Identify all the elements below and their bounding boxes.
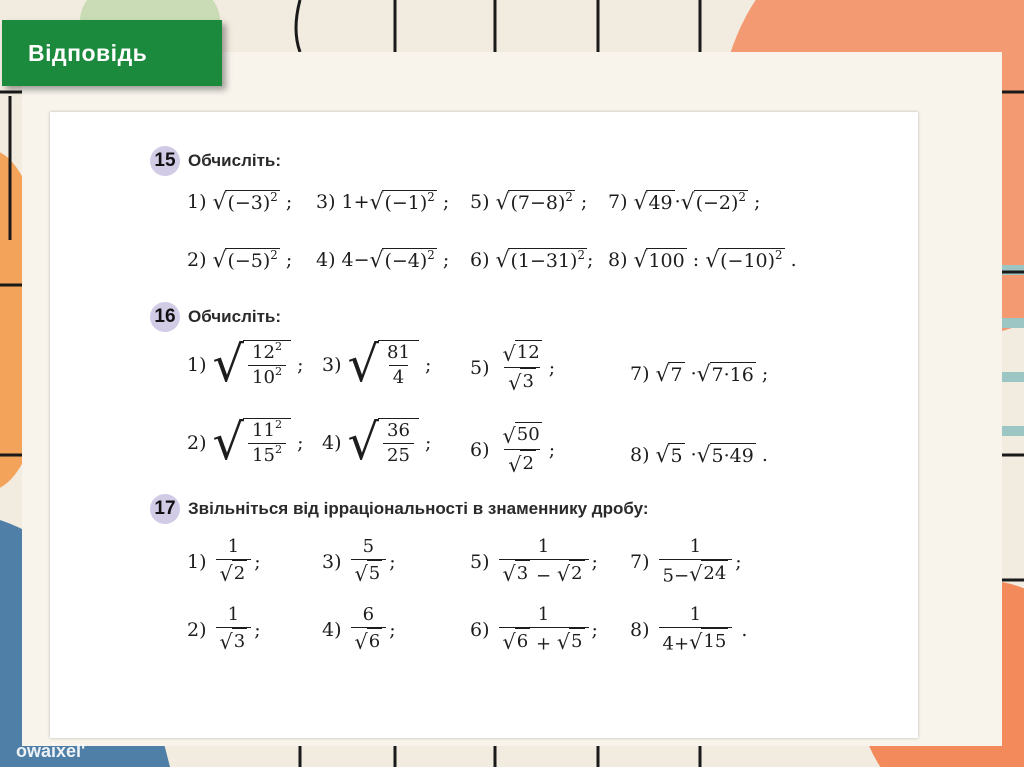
ex17-item-3: 3) 5 √ 5 ; (322, 536, 396, 587)
exercise-17-header (150, 494, 649, 524)
ex15-item-1: 1) √ $(-3)^2$ ; (187, 189, 293, 216)
ex15-item-6: 6) √ $(1-31)^2$ ; (470, 247, 594, 274)
answer-button[interactable]: Відповідь (2, 20, 222, 86)
ex16-item-4: 4) √ $\frac{36}{25}$ ; (322, 413, 432, 471)
brand-watermark: owaixel' (16, 741, 86, 761)
ex16-item-8: 8) √ 5 · √ 5·49 . (630, 443, 768, 469)
ex17-item-6: 6) 1 √ 6 + √ 5 ; (470, 604, 598, 655)
exercise-number-badge: 15 (150, 146, 180, 176)
ex15-item-5: 5) √ $(7-8)^2$ ; (470, 189, 588, 216)
ex17-item-5: 5) 1 √ 3 − √ 2 ; (470, 536, 598, 587)
ex16-item-3: 3) √ $\frac{81}{4}$ ; (322, 335, 432, 393)
ex16-item-7: 7) √ 7 · √ 7·16 ; (630, 362, 769, 388)
exercise-number-badge: 16 (150, 302, 180, 332)
exercise-title: Звільніться від ірраціональності в знаменнику дробу: (188, 499, 649, 518)
exercise-number-badge: 17 (150, 494, 180, 524)
ex15-item-8: 8) √ 100 : √ $(-10)^2$ . (608, 247, 797, 274)
ex17-item-8: 8) 1 4+ √ 15 . (630, 604, 748, 655)
ex16-item-2: 2) √ $\frac{11^2}{15^2}$ ; (187, 413, 304, 471)
ex17-item-1: 1) 1 √ 2 ; (187, 536, 261, 587)
ex16-item-1: 1) √ $\frac{12^2}{10^2}$ ; (187, 335, 304, 393)
exercise-title: Обчисліть: (188, 151, 282, 170)
ex15-item-3: 3) 1+ √ $(-1)^2$ ; (316, 189, 450, 216)
ex16-item-5: 5) √ 12 √ 3 ; (470, 341, 556, 396)
ex16-item-6: 6) √ 50 √ 2 ; (470, 423, 556, 478)
ex15-item-7: 7) √ 49 · √ $(-2)^2$ ; (608, 189, 761, 216)
exercise-title: Обчисліть: (188, 307, 282, 326)
ex17-item-7: 7) 1 5− √ 24 ; (630, 536, 742, 587)
ex17-item-2: 2) 1 √ 3 ; (187, 604, 261, 655)
exercise-16-header (150, 302, 281, 332)
ex15-item-2: 2) √ $(-5)^2$ ; (187, 247, 293, 274)
exercise-15-header (150, 146, 281, 176)
ex15-item-4: 4) 4− √ $(-4)^2$ ; (316, 247, 450, 274)
ex17-item-4: 4) 6 √ 6 ; (322, 604, 396, 655)
